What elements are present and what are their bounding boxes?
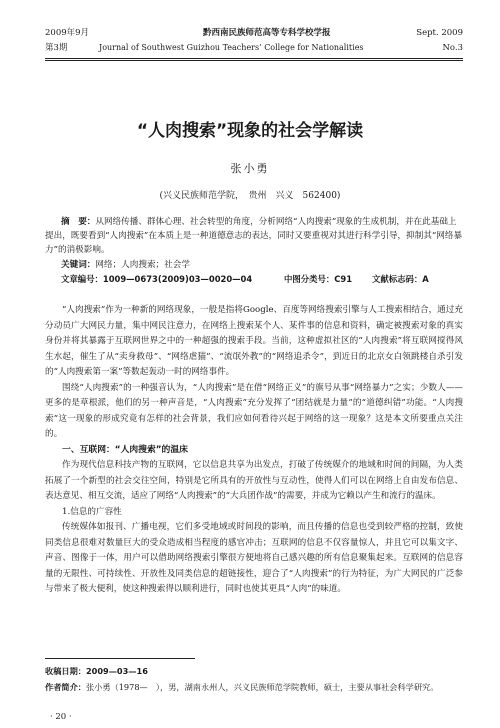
keywords <box>45 258 479 272</box>
paragraph: 作为现代信息科技产物的互联网，它以信息共享为出发点，打破了传统媒介的地域和时间的间隔，为人类拓展了一个新型的社会交往空间，特别是它所具有的开放性与互动性，使得人们可以在网络上自由发布信息、表达意见、相互交流，适应了网络“人肉搜索”的“大兵团作战”的需要，并成为它赖以产生和流行的温床。 <box>45 460 463 501</box>
subsection-heading: 1.信息的广容性 <box>62 506 122 517</box>
header-journal-en: Journal of Southwest Guizhou Teachers’ College for Nationalities <box>99 43 364 52</box>
paragraph: “人肉搜索”作为一种新的网络现象，一般是指将Google、百度等网络搜索引擎与人工搜索相结合，通过充分动员广大网民力量，集中网民注意力，在网络上搜索某个人、某件事的信息和资料，确定被搜索对象的真实身份并将其暴露于互联网世界之中的一种超强的搜索手段。当前，这种虚拟社区的“人肉搜索”将互联网搅得风生水起，催生了从“卖身救母”、“网络虐猫”、“流氓外教”的“网络追杀令”，到近日的北京女白领跳楼自杀引发的“人肉搜索第一案”等数起轰动一时的网络事件。 <box>45 305 463 377</box>
author-name: 张小勇 <box>230 162 270 175</box>
abstract-label: 摘 要： <box>61 217 96 227</box>
abstract <box>45 215 463 257</box>
author-affiliation: (兴义民族师范学院， 贵州 兴义 562400) <box>159 191 341 201</box>
bio-label: 作者简介： <box>45 682 86 692</box>
keywords-label: 关键词： <box>61 260 96 270</box>
header-date-en: Sept. 2009 <box>416 28 463 38</box>
paragraph: 传统媒体如报刊、广播电视，它们多受地域或时间段的影响，而且传播的信息也受到较严格的控制，致使同类信息很难对数量巨大的受众造成相当程度的感官冲击；互联网的信息不仅容量惊人，并且它可以集文字、声音、图像于一体，用户可以借助网络搜索引擎很方便地将自己感兴趣的所有信息聚集起来。互联网的信息容量的无限性、可持续性、开放性及同类信息的超链接性，迎合了“人肉搜索”的行为特征，为广大网民的广泛参与带来了极大便利，使这种搜索得以顺利进行，同时也使其更具“人肉”的味道。 <box>45 522 463 594</box>
header-issue: 第3期 <box>45 43 68 53</box>
header-journal-cn: 黔西南民族师范高等专科学校学报 <box>203 28 331 38</box>
keywords-text: 网络；人肉搜索；社会学 <box>95 260 190 270</box>
bio-text: 张小勇（1978— ），男，湖南永州人，兴义民族师范学院教师，硕士，主要从事社会科学研究。 <box>85 682 439 692</box>
article-title: “人肉搜索”现象的社会学解读 <box>136 121 364 141</box>
article-number: 文章编号：1009—0673(2009)03—0020—04 <box>61 274 253 284</box>
clc-number: 中图分类号：C91 <box>284 274 353 284</box>
footnote-received <box>45 664 463 678</box>
document-code: 文献标志码：A <box>372 274 429 284</box>
header-date: 2009年9月 <box>45 28 90 38</box>
footnote-rule <box>45 658 195 659</box>
footnote-author-bio <box>45 680 463 694</box>
page-number: · 20 · <box>50 712 72 722</box>
received-date: 收稿日期：2009—03—16 <box>45 666 148 676</box>
paragraph: 围绕“人肉搜索”的一种强音认为，“人肉搜索”是在借“网络正义”的旗号从事“网络暴力”之实；少数人——更多的是草根派，他们的另一种声音是，“人肉搜索”充分发挥了“团结就是力量”的“道德纠错”功能。“人肉搜索”这一现象的形成究竟有怎样的社会背景，我们应如何看待兴起于网络的这一现象？这是本文所要重点关注的。 <box>45 382 463 439</box>
body-text <box>45 303 463 598</box>
header-rule-double <box>45 60 463 61</box>
section-heading: 一、互联网：“人肉搜索”的温床 <box>62 444 188 455</box>
header-rule <box>45 58 463 59</box>
abstract-text: 从网络传播、群体心理、社会转型的角度，分析网络“人肉搜索”现象的生成机制，并在此基础上提出，既要看到“人肉搜索”在本质上是一种道德意志的表达，同时又要重视对其进行科学引导，抑制其“网络暴力”的消极影响。 <box>45 217 463 255</box>
header-issue-en: No.3 <box>442 43 463 53</box>
